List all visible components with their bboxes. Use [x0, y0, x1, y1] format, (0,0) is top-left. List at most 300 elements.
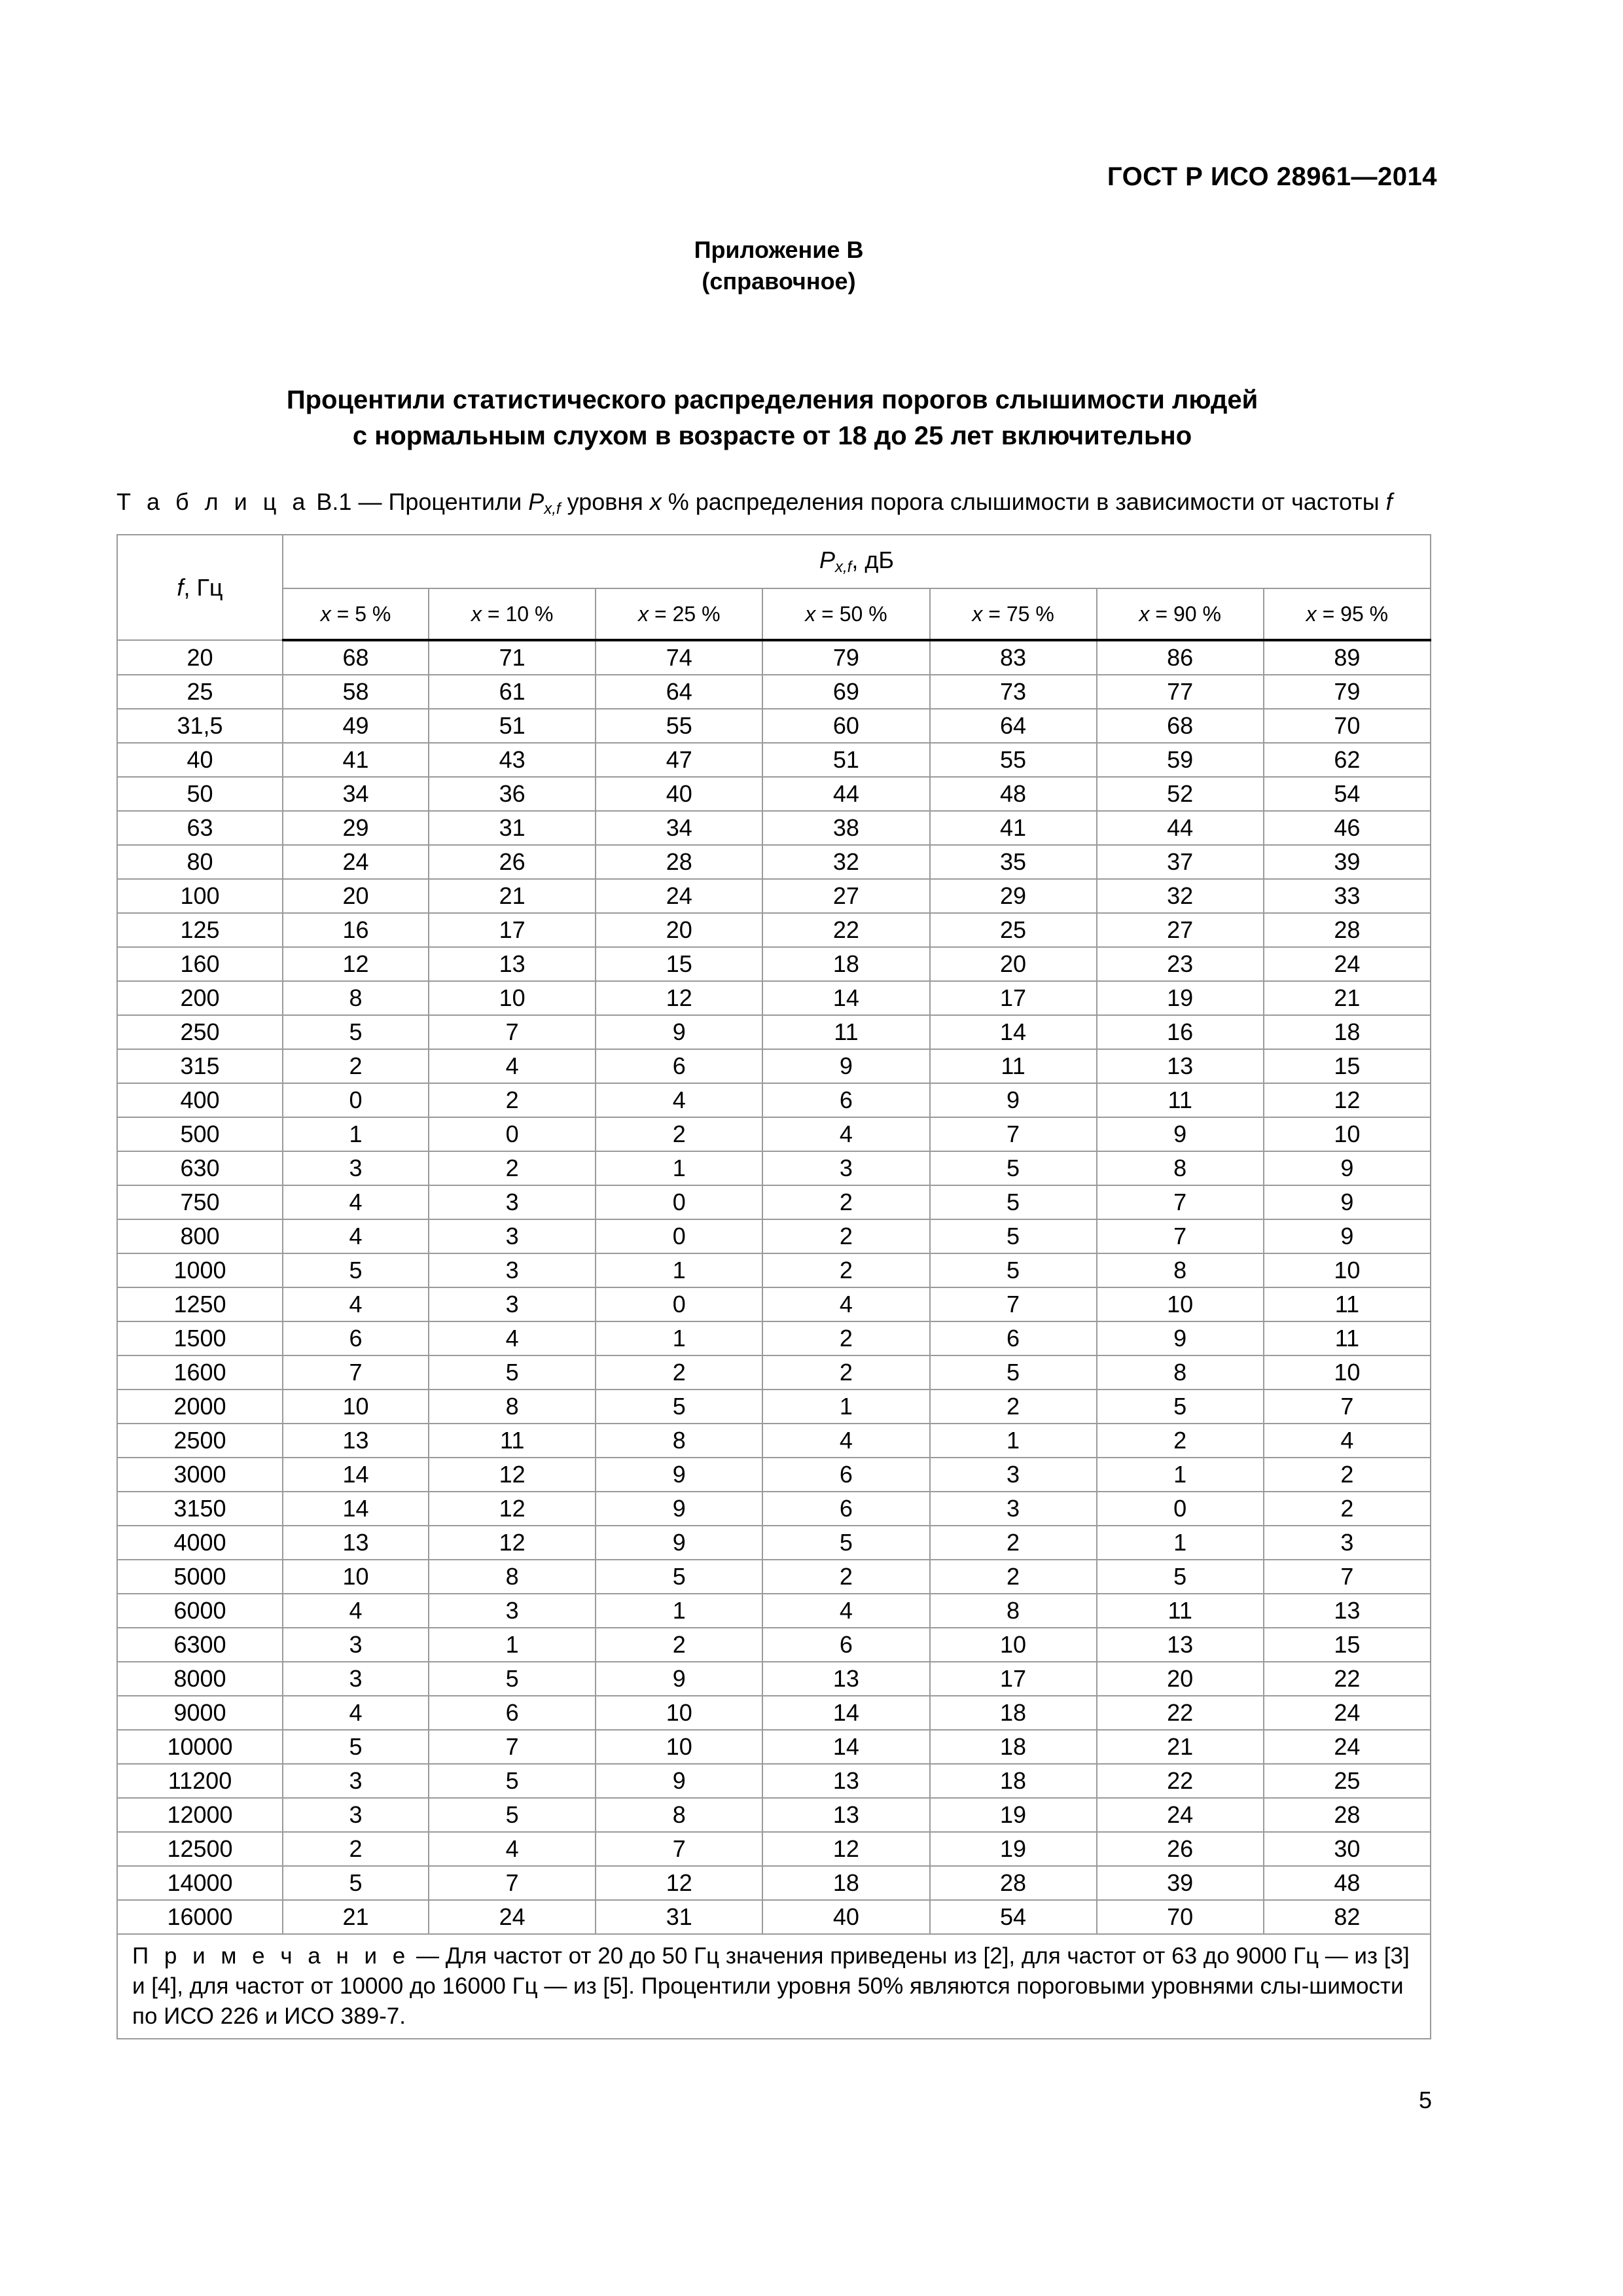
value-cell: 4 — [283, 1594, 429, 1628]
frequency-cell: 1500 — [117, 1321, 283, 1355]
value-cell: 0 — [596, 1287, 762, 1321]
value-cell: 12 — [429, 1458, 596, 1492]
value-cell: 7 — [1264, 1560, 1431, 1594]
value-cell: 12 — [596, 981, 762, 1015]
value-cell: 32 — [1097, 879, 1264, 913]
value-cell: 14 — [283, 1458, 429, 1492]
table-row — [117, 1049, 1431, 1083]
value-cell: 11 — [930, 1049, 1097, 1083]
value-cell: 29 — [283, 811, 429, 845]
value-cell: 28 — [1264, 913, 1431, 947]
value-cell: 14 — [762, 1696, 929, 1730]
value-cell: 14 — [930, 1015, 1097, 1049]
value-cell: 7 — [930, 1117, 1097, 1151]
frequency-cell: 250 — [117, 1015, 283, 1049]
value-cell: 3 — [762, 1151, 929, 1185]
value-cell: 40 — [762, 1900, 929, 1934]
frequency-cell: 11200 — [117, 1764, 283, 1798]
value-cell: 19 — [930, 1798, 1097, 1832]
value-cell: 54 — [1264, 777, 1431, 811]
value-cell: 62 — [1264, 743, 1431, 777]
value-cell: 23 — [1097, 947, 1264, 981]
table-row — [117, 743, 1431, 777]
value-cell: 6 — [762, 1458, 929, 1492]
frequency-cell: 125 — [117, 913, 283, 947]
frequency-cell: 630 — [117, 1151, 283, 1185]
frequency-cell: 16000 — [117, 1900, 283, 1934]
table-row — [117, 1832, 1431, 1866]
table-row — [117, 1594, 1431, 1628]
table-row — [117, 1083, 1431, 1117]
value-cell: 26 — [429, 845, 596, 879]
value-cell: 18 — [762, 1866, 929, 1900]
value-cell: 19 — [1097, 981, 1264, 1015]
value-cell: 2 — [596, 1628, 762, 1662]
value-cell: 10 — [1097, 1287, 1264, 1321]
frequency-cell: 12500 — [117, 1832, 283, 1866]
value-cell: 10 — [1264, 1253, 1431, 1287]
caption-var-x: x — [649, 488, 662, 515]
value-cell: 21 — [283, 1900, 429, 1934]
value-cell: 9 — [596, 1015, 762, 1049]
value-cell: 4 — [762, 1287, 929, 1321]
value-cell: 19 — [930, 1832, 1097, 1866]
frequency-cell: 3000 — [117, 1458, 283, 1492]
value-cell: 7 — [1264, 1390, 1431, 1424]
value-cell: 71 — [429, 640, 596, 675]
level-header: $P_{x,f}$, дБ — [283, 535, 1431, 588]
value-cell: 70 — [1264, 709, 1431, 743]
value-cell: 2 — [762, 1560, 929, 1594]
caption-prefix: Т а б л и ц а — [116, 488, 310, 515]
table-row — [117, 1764, 1431, 1798]
value-cell: 11 — [1097, 1083, 1264, 1117]
value-cell: 9 — [596, 1492, 762, 1526]
table-row — [117, 1900, 1431, 1934]
value-cell: 89 — [1264, 640, 1431, 675]
value-cell: 11 — [1264, 1287, 1431, 1321]
value-cell: 70 — [1097, 1900, 1264, 1934]
value-cell: 4 — [283, 1185, 429, 1219]
value-cell: 11 — [762, 1015, 929, 1049]
value-cell: 2 — [930, 1526, 1097, 1560]
value-cell: 5 — [283, 1730, 429, 1764]
value-cell: 2 — [596, 1355, 762, 1390]
table-row — [117, 1730, 1431, 1764]
title-line-2: с нормальным слухом в возрасте от 18 до 25 лет включительно — [352, 422, 1192, 450]
table-row — [117, 1321, 1431, 1355]
value-cell: 0 — [1097, 1492, 1264, 1526]
frequency-cell: 80 — [117, 845, 283, 879]
frequency-cell: 400 — [117, 1083, 283, 1117]
value-cell: 7 — [429, 1015, 596, 1049]
value-cell: 15 — [1264, 1628, 1431, 1662]
value-cell: 5 — [930, 1219, 1097, 1253]
value-cell: 3 — [283, 1662, 429, 1696]
value-cell: 2 — [762, 1355, 929, 1390]
value-cell: 16 — [283, 913, 429, 947]
table-row — [117, 1253, 1431, 1287]
value-cell: 9 — [1264, 1151, 1431, 1185]
value-cell: 3 — [930, 1458, 1097, 1492]
frequency-cell: 6000 — [117, 1594, 283, 1628]
value-cell: 21 — [429, 879, 596, 913]
value-cell: 7 — [1097, 1219, 1264, 1253]
value-cell: 27 — [1097, 913, 1264, 947]
value-cell: 10 — [596, 1696, 762, 1730]
frequency-cell: 100 — [117, 879, 283, 913]
value-cell: 49 — [283, 709, 429, 743]
value-cell: 7 — [429, 1866, 596, 1900]
frequency-cell: 31,5 — [117, 709, 283, 743]
appendix-label: Приложение В — [694, 236, 864, 263]
value-cell: 1 — [930, 1424, 1097, 1458]
value-cell: 44 — [1097, 811, 1264, 845]
value-cell: 29 — [930, 879, 1097, 913]
value-cell: 4 — [283, 1696, 429, 1730]
note-text: — Для частот от 20 до 50 Гц значения приведены из [2], для частот от 63 до 9000 Гц — из [3] и [4], для частот от 10000 до 16000 Гц — из [5]. Процентили уровня 50% являются пороговыми уровнями слы-шимости по ИСО 226 и ИСО 389-7. — [132, 1943, 1410, 2029]
value-cell: 6 — [596, 1049, 762, 1083]
value-cell: 14 — [762, 981, 929, 1015]
value-cell: 25 — [930, 913, 1097, 947]
value-cell: 9 — [1097, 1321, 1264, 1355]
value-cell: 18 — [1264, 1015, 1431, 1049]
column-header: x = 95 % — [1264, 588, 1431, 640]
value-cell: 2 — [1264, 1458, 1431, 1492]
table-row — [117, 1151, 1431, 1185]
value-cell: 0 — [596, 1219, 762, 1253]
table-row — [117, 845, 1431, 879]
value-cell: 2 — [596, 1117, 762, 1151]
frequency-cell: 25 — [117, 675, 283, 709]
value-cell: 10 — [283, 1390, 429, 1424]
value-cell: 7 — [429, 1730, 596, 1764]
frequency-cell: 4000 — [117, 1526, 283, 1560]
value-cell: 5 — [1097, 1390, 1264, 1424]
value-cell: 14 — [283, 1492, 429, 1526]
value-cell: 30 — [1264, 1832, 1431, 1866]
value-cell: 9 — [762, 1049, 929, 1083]
table-row — [117, 1185, 1431, 1219]
frequency-cell: 8000 — [117, 1662, 283, 1696]
value-cell: 9 — [1264, 1219, 1431, 1253]
value-cell: 2 — [1264, 1492, 1431, 1526]
value-cell: 18 — [930, 1696, 1097, 1730]
value-cell: 5 — [283, 1253, 429, 1287]
value-cell: 55 — [596, 709, 762, 743]
value-cell: 6 — [283, 1321, 429, 1355]
value-cell: 36 — [429, 777, 596, 811]
frequency-cell: 40 — [117, 743, 283, 777]
frequency-cell: 2000 — [117, 1390, 283, 1424]
value-cell: 47 — [596, 743, 762, 777]
value-cell: 22 — [1264, 1662, 1431, 1696]
table-row — [117, 1628, 1431, 1662]
value-cell: 1 — [762, 1390, 929, 1424]
page-number: 5 — [1418, 2087, 1432, 2113]
frequency-cell: 6300 — [117, 1628, 283, 1662]
value-cell: 8 — [596, 1798, 762, 1832]
value-cell: 10 — [429, 981, 596, 1015]
value-cell: 4 — [1264, 1424, 1431, 1458]
value-cell: 41 — [283, 743, 429, 777]
value-cell: 73 — [930, 675, 1097, 709]
value-cell: 10 — [1264, 1117, 1431, 1151]
value-cell: 2 — [762, 1321, 929, 1355]
value-cell: 24 — [283, 845, 429, 879]
value-cell: 3 — [429, 1253, 596, 1287]
frequency-cell: 9000 — [117, 1696, 283, 1730]
frequency-cell: 14000 — [117, 1866, 283, 1900]
value-cell: 64 — [596, 675, 762, 709]
value-cell: 3 — [283, 1764, 429, 1798]
value-cell: 8 — [930, 1594, 1097, 1628]
value-cell: 5 — [930, 1185, 1097, 1219]
frequency-cell: 3150 — [117, 1492, 283, 1526]
value-cell: 12 — [283, 947, 429, 981]
table-note — [117, 1934, 1431, 2039]
table-row — [117, 1287, 1431, 1321]
value-cell: 1 — [596, 1151, 762, 1185]
value-cell: 10 — [283, 1560, 429, 1594]
value-cell: 7 — [596, 1832, 762, 1866]
value-cell: 41 — [930, 811, 1097, 845]
column-header: x = 25 % — [596, 588, 762, 640]
value-cell: 9 — [1097, 1117, 1264, 1151]
value-cell: 3 — [429, 1594, 596, 1628]
value-cell: 9 — [596, 1764, 762, 1798]
value-cell: 4 — [429, 1321, 596, 1355]
value-cell: 17 — [429, 913, 596, 947]
value-cell: 51 — [429, 709, 596, 743]
value-cell: 2 — [930, 1390, 1097, 1424]
value-cell: 6 — [762, 1083, 929, 1117]
value-cell: 5 — [930, 1355, 1097, 1390]
value-cell: 8 — [1097, 1355, 1264, 1390]
table-row — [117, 1492, 1431, 1526]
value-cell: 44 — [762, 777, 929, 811]
value-cell: 25 — [1264, 1764, 1431, 1798]
value-cell: 4 — [762, 1117, 929, 1151]
caption-text-2: уровня — [560, 488, 650, 515]
value-cell: 8 — [283, 981, 429, 1015]
value-cell: 18 — [930, 1764, 1097, 1798]
value-cell: 0 — [596, 1185, 762, 1219]
table-row — [117, 1458, 1431, 1492]
percentile-table — [116, 534, 1431, 2039]
value-cell: 20 — [930, 947, 1097, 981]
value-cell: 5 — [930, 1151, 1097, 1185]
value-cell: 61 — [429, 675, 596, 709]
table-row — [117, 1117, 1431, 1151]
value-cell: 27 — [762, 879, 929, 913]
section-title — [0, 382, 1544, 454]
value-cell: 6 — [762, 1492, 929, 1526]
table-row — [117, 1424, 1431, 1458]
value-cell: 24 — [1264, 1696, 1431, 1730]
value-cell: 3 — [1264, 1526, 1431, 1560]
value-cell: 68 — [283, 640, 429, 675]
value-cell: 5 — [596, 1390, 762, 1424]
table-row — [117, 1798, 1431, 1832]
value-cell: 0 — [283, 1083, 429, 1117]
value-cell: 48 — [1264, 1866, 1431, 1900]
value-cell: 17 — [930, 1662, 1097, 1696]
value-cell: 39 — [1097, 1866, 1264, 1900]
value-cell: 26 — [1097, 1832, 1264, 1866]
frequency-cell: 10000 — [117, 1730, 283, 1764]
value-cell: 48 — [930, 777, 1097, 811]
value-cell: 10 — [596, 1730, 762, 1764]
value-cell: 4 — [429, 1832, 596, 1866]
value-cell: 8 — [429, 1560, 596, 1594]
title-line-1: Процентили статистического распределения порогов слышимости людей — [286, 386, 1258, 414]
value-cell: 32 — [762, 845, 929, 879]
value-cell: 5 — [429, 1764, 596, 1798]
value-cell: 21 — [1097, 1730, 1264, 1764]
frequency-cell: 20 — [117, 640, 283, 675]
value-cell: 6 — [429, 1696, 596, 1730]
value-cell: 7 — [930, 1287, 1097, 1321]
table-row — [117, 709, 1431, 743]
document-code: ГОСТ Р ИСО 28961—2014 — [1107, 162, 1437, 191]
value-cell: 1 — [283, 1117, 429, 1151]
value-cell: 24 — [429, 1900, 596, 1934]
value-cell: 12 — [429, 1492, 596, 1526]
value-cell: 12 — [1264, 1083, 1431, 1117]
value-cell: 1 — [596, 1253, 762, 1287]
value-cell: 4 — [429, 1049, 596, 1083]
table-row — [117, 811, 1431, 845]
frequency-cell: 800 — [117, 1219, 283, 1253]
value-cell: 8 — [1097, 1151, 1264, 1185]
value-cell: 14 — [762, 1730, 929, 1764]
value-cell: 8 — [596, 1424, 762, 1458]
appendix-heading — [0, 234, 1558, 297]
value-cell: 24 — [1264, 947, 1431, 981]
value-cell: 2 — [762, 1219, 929, 1253]
value-cell: 86 — [1097, 640, 1264, 675]
value-cell: 31 — [596, 1900, 762, 1934]
caption-number: В.1 — [316, 488, 352, 515]
value-cell: 13 — [762, 1764, 929, 1798]
value-cell: 1 — [429, 1628, 596, 1662]
value-cell: 24 — [596, 879, 762, 913]
value-cell: 4 — [762, 1424, 929, 1458]
value-cell: 12 — [429, 1526, 596, 1560]
table-row — [117, 947, 1431, 981]
frequency-cell: 315 — [117, 1049, 283, 1083]
table-row — [117, 1696, 1431, 1730]
value-cell: 34 — [283, 777, 429, 811]
value-cell: 5 — [1097, 1560, 1264, 1594]
value-cell: 10 — [1264, 1355, 1431, 1390]
caption-text-3: % распределения порога слышимости в зависимости от частоты — [661, 488, 1386, 515]
value-cell: 5 — [596, 1560, 762, 1594]
value-cell: 28 — [596, 845, 762, 879]
value-cell: 20 — [1097, 1662, 1264, 1696]
frequency-cell: 63 — [117, 811, 283, 845]
value-cell: 2 — [283, 1049, 429, 1083]
frequency-cell: 1600 — [117, 1355, 283, 1390]
column-header: x = 10 % — [429, 588, 596, 640]
value-cell: 69 — [762, 675, 929, 709]
value-cell: 12 — [596, 1866, 762, 1900]
value-cell: 3 — [429, 1219, 596, 1253]
table-row — [117, 640, 1431, 675]
value-cell: 83 — [930, 640, 1097, 675]
value-cell: 9 — [596, 1458, 762, 1492]
value-cell: 82 — [1264, 1900, 1431, 1934]
caption-var-p: $P_{x,f}$ — [528, 488, 561, 518]
value-cell: 5 — [283, 1015, 429, 1049]
value-cell: 5 — [930, 1253, 1097, 1287]
value-cell: 11 — [1264, 1321, 1431, 1355]
value-cell: 3 — [283, 1628, 429, 1662]
table-row — [117, 777, 1431, 811]
value-cell: 2 — [762, 1185, 929, 1219]
value-cell: 2 — [1097, 1424, 1264, 1458]
value-cell: 43 — [429, 743, 596, 777]
value-cell: 11 — [1097, 1594, 1264, 1628]
table-row — [117, 1526, 1431, 1560]
value-cell: 4 — [283, 1287, 429, 1321]
value-cell: 16 — [1097, 1015, 1264, 1049]
table-row — [117, 1219, 1431, 1253]
value-cell: 18 — [762, 947, 929, 981]
caption-var-f: f — [1385, 488, 1393, 515]
value-cell: 35 — [930, 845, 1097, 879]
frequency-cell: 500 — [117, 1117, 283, 1151]
value-cell: 7 — [283, 1355, 429, 1390]
table-row — [117, 913, 1431, 947]
value-cell: 0 — [429, 1117, 596, 1151]
frequency-cell: 1250 — [117, 1287, 283, 1321]
value-cell: 77 — [1097, 675, 1264, 709]
value-cell: 59 — [1097, 743, 1264, 777]
value-cell: 18 — [930, 1730, 1097, 1764]
value-cell: 46 — [1264, 811, 1431, 845]
value-cell: 58 — [283, 675, 429, 709]
value-cell: 1 — [1097, 1458, 1264, 1492]
value-cell: 9 — [596, 1662, 762, 1696]
value-cell: 5 — [429, 1355, 596, 1390]
value-cell: 2 — [930, 1560, 1097, 1594]
value-cell: 7 — [1097, 1185, 1264, 1219]
value-cell: 9 — [596, 1526, 762, 1560]
value-cell: 5 — [762, 1526, 929, 1560]
frequency-cell: 12000 — [117, 1798, 283, 1832]
value-cell: 79 — [1264, 675, 1431, 709]
table-row — [117, 1560, 1431, 1594]
value-cell: 9 — [1264, 1185, 1431, 1219]
value-cell: 40 — [596, 777, 762, 811]
column-header: x = 50 % — [762, 588, 929, 640]
frequency-cell: 750 — [117, 1185, 283, 1219]
value-cell: 5 — [429, 1662, 596, 1696]
value-cell: 12 — [762, 1832, 929, 1866]
table-row — [117, 675, 1431, 709]
value-cell: 2 — [429, 1151, 596, 1185]
value-cell: 31 — [429, 811, 596, 845]
value-cell: 52 — [1097, 777, 1264, 811]
note-label: П р и м е ч а н и е — [132, 1943, 410, 1969]
value-cell: 20 — [283, 879, 429, 913]
value-cell: 9 — [930, 1083, 1097, 1117]
value-cell: 4 — [283, 1219, 429, 1253]
value-cell: 2 — [283, 1832, 429, 1866]
value-cell: 28 — [1264, 1798, 1431, 1832]
